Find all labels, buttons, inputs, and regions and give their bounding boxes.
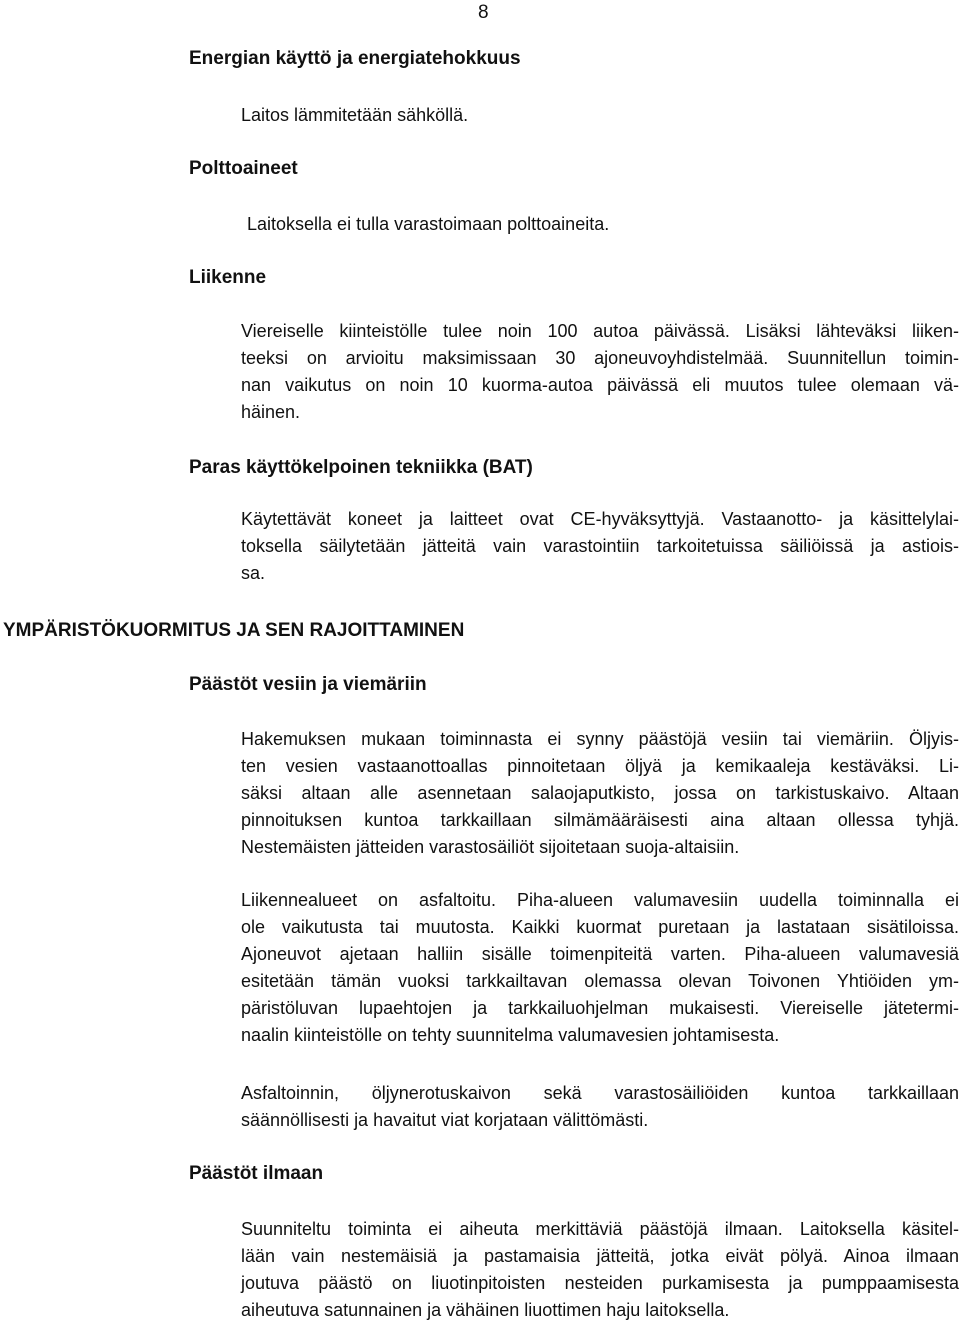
paragraph-line: ole vaikutusta tai muutosta. Kaikki kuormat puretaan ja lastataan sisätiloissa. bbox=[241, 917, 959, 937]
paragraph-line: Laitos lämmitetään sähköllä. bbox=[241, 105, 469, 125]
section-heading-traffic: Liikenne bbox=[189, 267, 267, 288]
paragraph-line: joutuva päästö on liuotinpitoisten nesteiden purkamisesta ja pumppaamisesta bbox=[241, 1273, 959, 1293]
paragraph-traffic bbox=[241, 318, 959, 426]
main-heading: YMPÄRISTÖKUORMITUS JA SEN RAJOITTAMINEN bbox=[3, 620, 465, 641]
paragraph-line: teeksi on arvioitu maksimissaan 30 ajoneuvoyhdistelmää. Suunnitellun toimin- bbox=[241, 348, 959, 368]
paragraph-line: Asfaltoinnin, öljynerotuskaivon sekä varastosäiliöiden kuntoa tarkkaillaan bbox=[241, 1083, 959, 1103]
paragraph-line: sa. bbox=[241, 563, 266, 583]
paragraph-water-1 bbox=[241, 726, 959, 861]
paragraph-fuels bbox=[247, 211, 960, 238]
paragraph-line: päristöluvan lupaehtojen ja tarkkailuohjelman mukaisesti. Viereiselle jätetermi- bbox=[241, 998, 959, 1018]
section-heading-air: Päästöt ilmaan bbox=[189, 1163, 324, 1184]
paragraph-line: aiheutuva satunnainen ja vähäinen liuottimen haju laitoksella. bbox=[241, 1300, 730, 1320]
paragraph-bat bbox=[241, 506, 959, 587]
section-heading-bat: Paras käyttökelpoinen tekniikka (BAT) bbox=[189, 457, 533, 478]
paragraph-line: pinnoituksen kuntoa tarkkaillaan silmämääräisesti aina altaan ollessa tyhjä. bbox=[241, 810, 959, 830]
paragraph-line: Laitoksella ei tulla varastoimaan polttoaineita. bbox=[247, 214, 610, 234]
paragraph-line: naalin kiinteistölle on tehty suunnitelma valumavesien johtamisesta. bbox=[241, 1025, 780, 1045]
paragraph-line: säännöllisesti ja havaitut viat korjataan välittömästi. bbox=[241, 1110, 649, 1130]
paragraph-line: Nestemäisten jätteiden varastosäiliöt sijoitetaan suoja-altaisiin. bbox=[241, 837, 740, 857]
paragraph-line: Käytettävät koneet ja laitteet ovat CE-hyväksyttyjä. Vastaanotto- ja käsittelylai- bbox=[241, 509, 959, 529]
paragraph-line: säksi altaan alle asennetaan salaojaputkisto, jossa on tarkistuskaivo. Altaan bbox=[241, 783, 959, 803]
paragraph-line: Hakemuksen mukaan toiminnasta ei synny päästöjä vesiin tai viemäriin. Öljyis- bbox=[241, 729, 959, 749]
paragraph-air bbox=[241, 1216, 959, 1324]
paragraph-line: häinen. bbox=[241, 402, 301, 422]
paragraph-line: esitetään tämän vuoksi tarkkailtavan olemassa olevan Toivonen Yhtiöiden ym- bbox=[241, 971, 959, 991]
section-heading-energy: Energian käyttö ja energiatehokkuus bbox=[189, 48, 521, 69]
section-heading-water: Päästöt vesiin ja viemäriin bbox=[189, 674, 427, 695]
paragraph-line: ten vesien vastaanottoallas pinnoitetaan öljyä ja kemikaaleja kestäväksi. Li- bbox=[241, 756, 959, 776]
paragraph-line: nan vaikutus on noin 10 kuorma-autoa päivässä eli muutos tulee olemaan vä- bbox=[241, 375, 959, 395]
section-heading-fuels: Polttoaineet bbox=[189, 158, 298, 179]
paragraph-line: Ajoneuvot ajetaan halliin sisälle toimenpiteitä varten. Piha-alueen valumavesiä bbox=[241, 944, 959, 964]
paragraph-line: Suunniteltu toiminta ei aiheuta merkittäviä päästöjä ilmaan. Laitoksella käsitel- bbox=[241, 1219, 959, 1239]
paragraph-energy bbox=[241, 102, 959, 129]
paragraph-water-3 bbox=[241, 1080, 959, 1134]
paragraph-line: toksella säilytetään jätteitä vain varastointiin tarkoitetuissa säiliöissä ja astiois- bbox=[241, 536, 959, 556]
paragraph-water-2 bbox=[241, 887, 959, 1049]
paragraph-line: Liikennealueet on asfaltoitu. Piha-alueen valumavesiin uudella toiminnalla ei bbox=[241, 890, 959, 910]
page-number: 8 bbox=[478, 2, 489, 23]
paragraph-line: lään vain nestemäisiä ja pastamaisia jätteitä, jotka eivät pölyä. Ainoa ilmaan bbox=[241, 1246, 959, 1266]
paragraph-line: Viereiselle kiinteistölle tulee noin 100 autoa päivässä. Lisäksi lähteväksi liiken- bbox=[241, 321, 959, 341]
